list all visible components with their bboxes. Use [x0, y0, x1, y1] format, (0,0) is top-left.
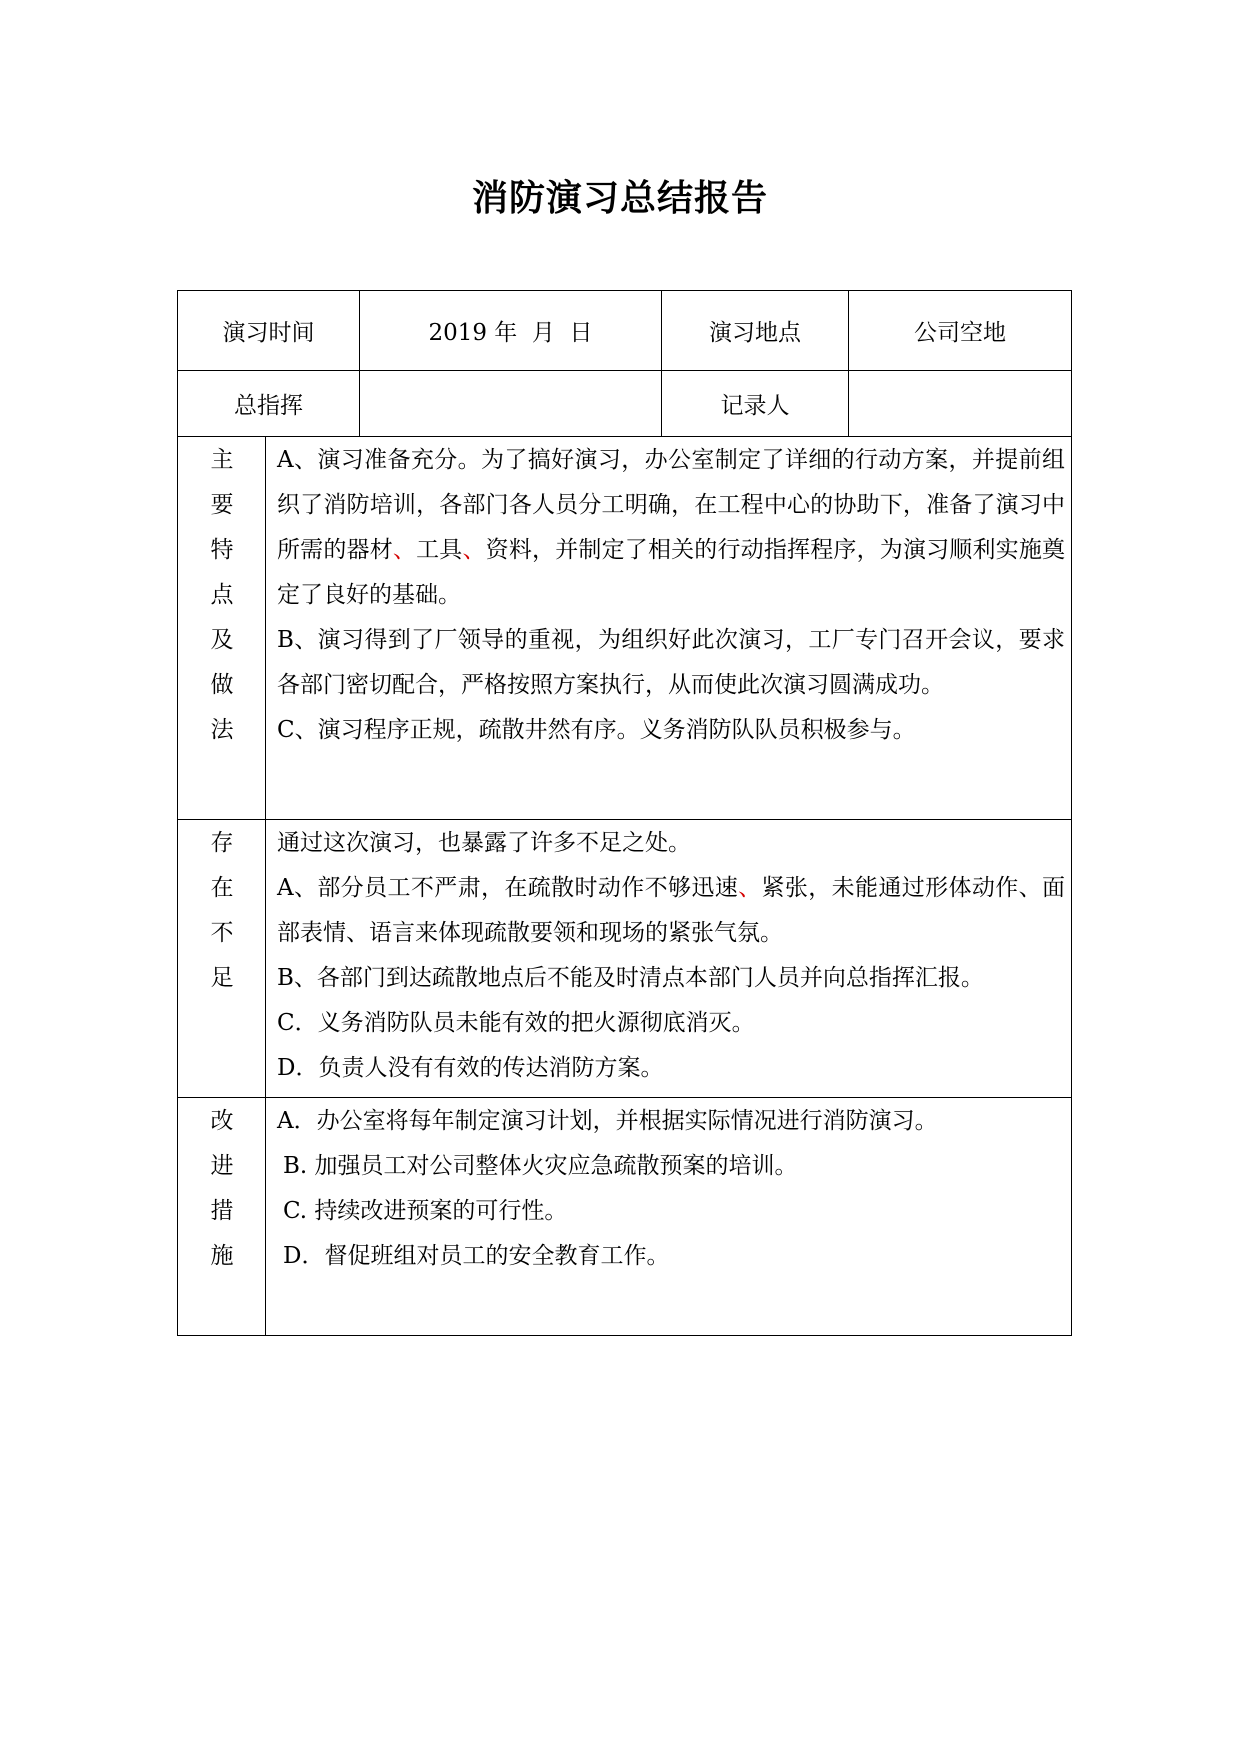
document-title: 消防演习总结报告	[471, 178, 768, 219]
section-content-shortcomings	[277, 821, 1065, 1091]
commander-value	[360, 371, 661, 436]
paragraph: B. 加强员工对公司整体火灾应急疏散预案的培训。	[283, 1153, 798, 1179]
paragraph: C、演习程序正规，疏散井然有序。义务消防队队员积极参与。	[277, 717, 916, 743]
drill-place-value: 公司空地	[914, 320, 1006, 346]
section-label-shortcomings: 存 在 不 足	[210, 830, 234, 991]
section-content-features	[277, 438, 1065, 753]
commander-label: 总指挥	[234, 393, 303, 419]
drill-time-label: 演习时间	[222, 320, 315, 346]
recorder-label: 记录人	[720, 393, 790, 419]
paragraph: A．办公室将每年制定演习计划，并根据实际情况进行消防演习。	[277, 1108, 938, 1134]
row-divider	[178, 1097, 1071, 1098]
drill-place-label: 演习地点	[709, 320, 801, 346]
paragraph: A、演习准备充分。为了搞好演习，办公室制定了详细的行动方案，并提前组织了消防培训，各部门各人员分工明确，在工程中心的协助下，准备了演习中所需的器材、工具、资料，并制定了相关的行动指挥程序，为演习顺利实施奠定了良好的基础。	[277, 447, 1066, 608]
paragraph: 通过这次演习，也暴露了许多不足之处。	[277, 830, 691, 856]
recorder-value	[849, 371, 1071, 436]
paragraph: B、演习得到了厂领导的重视，为组织好此次演习，工厂专门召开会议，要求各部门密切配合，严格按照方案执行，从而使此次演习圆满成功。	[277, 627, 1065, 698]
section-content-improvements	[277, 1099, 1065, 1279]
paragraph: B、各部门到达疏散地点后不能及时清点本部门人员并向总指挥汇报。	[277, 965, 984, 991]
drill-time-value: 2019 年 月 日	[428, 320, 593, 346]
section-label-features: 主 要 特 点 及 做 法	[210, 447, 234, 743]
paragraph: D．督促班组对员工的安全教育工作。	[283, 1243, 670, 1269]
row-divider	[178, 436, 1071, 437]
paragraph: C. 持续改进预案的可行性。	[283, 1198, 568, 1224]
section-label-improvements: 改 进 措 施	[210, 1108, 234, 1269]
row-divider	[178, 819, 1071, 820]
paragraph: D．负责人没有有效的传达消防方案。	[277, 1055, 664, 1081]
report-table	[177, 290, 1072, 1336]
paragraph: C．义务消防队员未能有效的把火源彻底消灭。	[277, 1010, 755, 1036]
paragraph: A、部分员工不严肃，在疏散时动作不够迅速、紧张，未能通过形体动作、面部表情、语言来体现疏散要领和现场的紧张气氛。	[277, 875, 1065, 946]
